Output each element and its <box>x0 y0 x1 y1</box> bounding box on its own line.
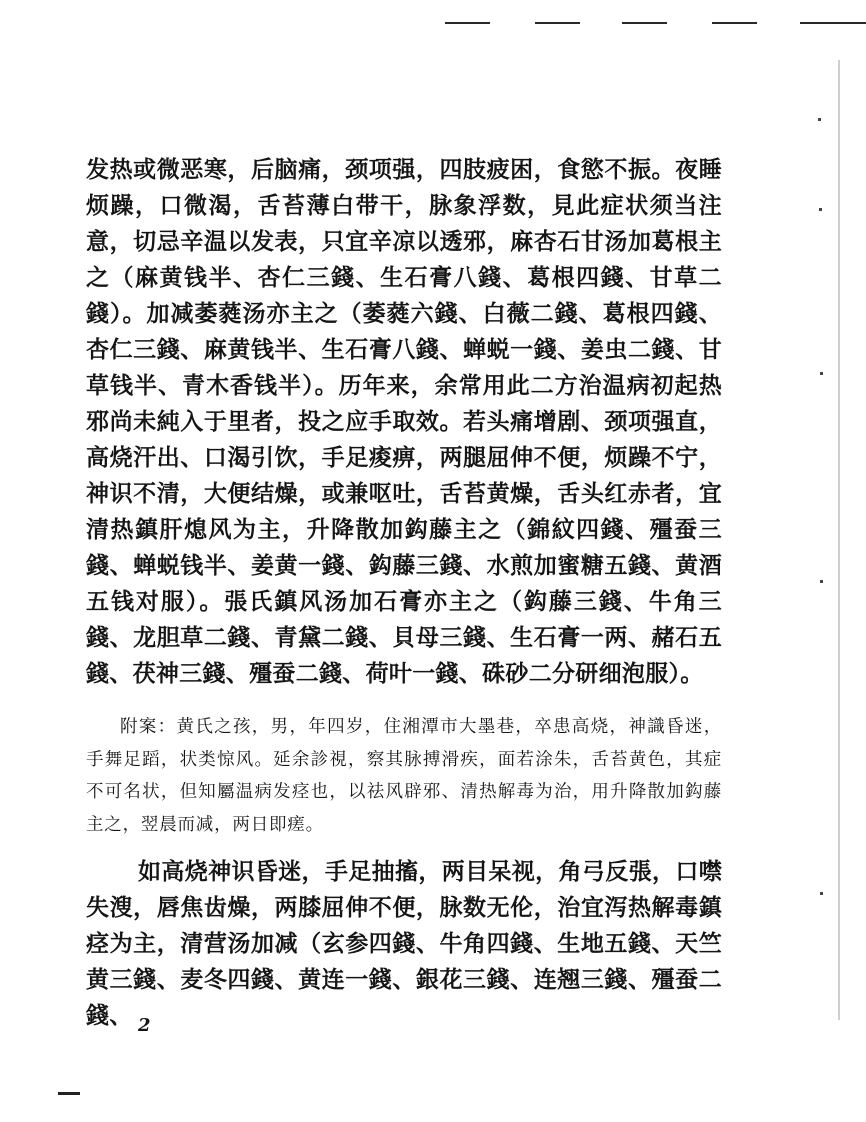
top-rule-3 <box>622 22 667 24</box>
body-paragraph: 发热或微恶寒，后脑痛，颈项强，四肢疲困，食慾不振。夜睡烦躁，口微渴，舌苔薄白带干，脉象浮数，見此症状须当注意，切忌辛温以发表，只宜辛凉以透邪，麻杏石甘汤加葛根主之（麻黄钱半、杏仁三錢、生石膏八錢、葛根四錢、甘草二錢）。加减萎蕤汤亦主之（萎蕤六錢、白薇二錢、葛根四錢、杏仁三錢、麻黄钱半、生石膏八錢、蝉蜕一錢、姜虫二錢、甘草钱半、青木香钱半）。历年来，余常用此二方治温病初起热邪尚未純入于里者，投之应手取效。若头痛增剧、颈项强直，高烧汗出、口渴引饮，手足痠痹，两腿屈伸不便，烦躁不宁，神识不清，大便结燥，或兼呕吐，舌苔黄燥，舌头红赤者，宜清热鎮肝熄风为主，升降散加鈎藤主之（錦紋四錢、殭蚕三錢、蝉蜕钱半、姜黄一錢、鈎藤三錢、水煎加蜜糖五錢、黄酒五钱对服）。張氏鎮风汤加石膏亦主之（鈎藤三錢、牛角三錢、龙胆草二錢、青黛二錢、貝母三錢、生石膏一两、赭石五錢、茯神三錢、殭蚕二錢、荷叶一錢、硃砂二分研细泡服）。 <box>86 156 722 687</box>
scan-speck <box>818 118 821 121</box>
binding-edge <box>838 60 840 1020</box>
top-rule-4 <box>712 22 757 24</box>
top-rule-5 <box>800 22 866 24</box>
scan-speck <box>820 892 823 895</box>
scan-speck <box>820 372 823 375</box>
scan-speck <box>819 208 822 211</box>
body-paragraph: 如高烧神识昏迷，手足抽搐，两目呆视，角弓反張，口噤失溲，唇焦齿燥，两膝屈伸不便，脉数无伦，治宜泻热解毒鎮痉为主，清营汤加减（玄参四錢、牛角四錢、生地五錢、天竺黄三錢、麦冬四錢、黄连一錢、銀花三錢、连翘三錢、殭蚕二錢、 <box>86 858 722 1029</box>
case-note-paragraph: 附案：黄氏之孩，男，年四岁，住湘潭市大墨巷，卒患高烧，神識昏迷，手舞足蹈，状类惊风。延余診視，察其脉搏滑疾，面若涂朱，舌苔黄色，其症不可名状，但知屬温病发痉也，以祛风辟邪、清热解毒为治，用升降散加鈎藤主之，翌晨而减，两日即瘥。 <box>86 717 722 835</box>
top-rule-2 <box>535 22 580 24</box>
page-number: 2 <box>138 1015 151 1036</box>
scan-speck <box>820 580 823 583</box>
top-rule-1 <box>445 22 490 24</box>
scan-corner-mark <box>58 1092 80 1095</box>
